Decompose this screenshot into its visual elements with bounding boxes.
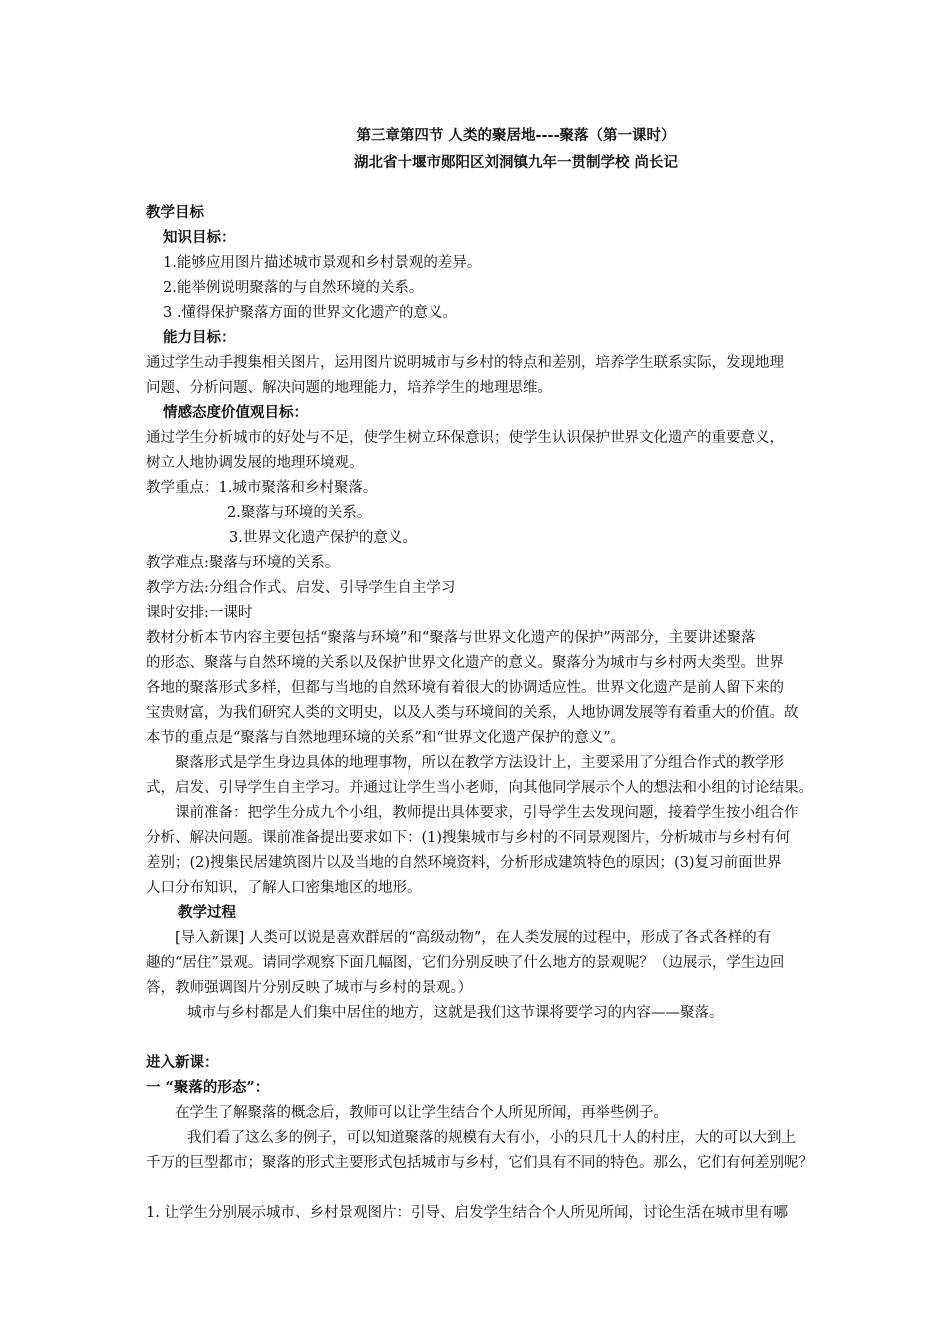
intro-paragraph: 答，教师强调图片分别反映了城市与乡村的景观。）: [146, 980, 473, 996]
analysis-paragraph: 教材分析本节内容主要包括“聚落与环境”和“聚落与世界文化遗产的保护”两部分，主要讲述聚落: [146, 630, 756, 646]
knowledge-goal-item: 1.能够应用图片描述城市景观和乡村景观的差异。: [163, 255, 482, 271]
document-title: 第三章第四节 人类的聚居地----聚落（第一课时）: [356, 127, 676, 144]
ability-goals-heading: 能力目标：: [163, 329, 236, 346]
author-line: 湖北省十堰市郧阳区刘洞镇九年一贯制学校 尚长记: [353, 154, 679, 171]
intro-paragraph: [175, 928, 915, 948]
key-point: 3.世界文化遗产保护的意义。: [229, 530, 417, 546]
goals-heading: 教学目标: [146, 204, 204, 221]
ability-goals-text: 通过学生动手搜集相关图片，运用图片说明城市与乡村的特点和差别，培养学生联系实际，发现地理: [146, 355, 784, 371]
prep-paragraph: 人口分布知识，了解人口密集地区的地形。: [146, 880, 422, 896]
transition-paragraph: 城市与乡村都是人们集中居住的地方，这就是我们这节课将要学习的内容——聚落。: [187, 1005, 724, 1021]
teaching-difficulty: 教学难点:聚落与环境的关系。: [146, 555, 340, 571]
emotion-goals-text: 通过学生分析城市的好处与不足，使学生树立环保意识；使学生认识保护世界文化遗产的重要意义，: [146, 430, 784, 446]
knowledge-goal-item: 2.能举例说明聚落的与自然环境的关系。: [163, 280, 424, 296]
analysis-paragraph: 本节的重点是“聚落与自然地理环境的关系”和“世界文化遗产保护的意义”。: [146, 730, 626, 746]
prep-paragraph: 课前准备：把学生分成九个小组，教师提出具体要求，引导学生去发现问题，接着学生按小组合作: [175, 805, 799, 821]
ability-goals-text: 问题、分析问题、解决问题的地理能力，培养学生的地理思维。: [146, 380, 552, 396]
intro-text: 人类可以说是喜欢群居的“高级动物”，在人类发展的过程中，形成了各式各样的有: [244, 930, 772, 946]
key-point: 2.聚落与环境的关系。: [227, 505, 372, 521]
emotion-goals-heading: 情感态度价值观目标：: [163, 404, 308, 421]
new-lesson-heading: 进入新课：: [146, 1054, 219, 1071]
key-point: 教学重点：1.城市聚落和乡村聚落。: [146, 480, 378, 496]
intro-paragraph: 趣的“居住”景观。请同学观察下面几幅图，它们分别反映了什么地方的景观呢？（边展示，学生边回: [146, 955, 785, 971]
section-heading: 一 “聚落的形态”：: [146, 1079, 270, 1096]
process-heading: 教学过程: [178, 904, 236, 921]
form-paragraph: 式，启发、引导学生自主学习。并通过让学生当小老师，向其他同学展示个人的想法和小组的讨论结果。: [146, 780, 813, 796]
intro-label: [导入新课]: [175, 930, 245, 946]
emotion-goals-text: 树立人地协调发展的地理环境观。: [146, 455, 364, 471]
lesson-paragraph: 我们看了这么多的例子，可以知道聚落的规模有大有小，小的只几十人的村庄，大的可以大到上: [187, 1130, 796, 1146]
numbered-item: 1. 让学生分别展示城市、乡村景观图片：引导、启发学生结合个人所见所闻，讨论生活在城市里有哪: [146, 1205, 788, 1221]
form-paragraph: 聚落形式是学生身边具体的地理事物，所以在教学方法设计上，主要采用了分组合作式的教学形: [175, 755, 784, 771]
prep-paragraph: 分析、解决问题。课前准备提出要求如下：(1)搜集城市与乡村的不同景观图片，分析城市与乡村有何: [146, 830, 791, 846]
knowledge-goals-heading: 知识目标：: [163, 229, 236, 246]
analysis-paragraph: 宝贵财富，为我们研究人类的文明史，以及人类与环境间的关系，人地协调发展等有着重大的价值。故: [146, 705, 799, 721]
teaching-method: 教学方法:分组合作式、启发、引导学生自主学习: [146, 580, 456, 596]
lesson-paragraph: 千万的巨型都市；聚落的形式主要形式包括城市与乡村，它们具有不同的特色。那么，它们有何差别呢？: [146, 1155, 813, 1171]
prep-paragraph: 差别；(2)搜集民居建筑图片以及当地的自然环境资料，分析形成建筑特色的原因；(3)复习前面世界: [146, 855, 782, 871]
lesson-paragraph: 在学生了解聚落的概念后，教师可以让学生结合个人所见所闻，再举些例子。: [175, 1105, 668, 1121]
analysis-paragraph: 各地的聚落形式多样，但都与当地的自然环境有着很大的协调适应性。世界文化遗产是前人留下来的: [146, 680, 784, 696]
analysis-paragraph: 的形态、聚落与自然环境的关系以及保护世界文化遗产的意义。聚落分为城市与乡村两大类型。世界: [146, 655, 784, 671]
knowledge-goal-item: 3 .懂得保护聚落方面的世界文化遗产的意义。: [163, 305, 457, 321]
class-schedule: 课时安排:一课时: [146, 605, 253, 621]
